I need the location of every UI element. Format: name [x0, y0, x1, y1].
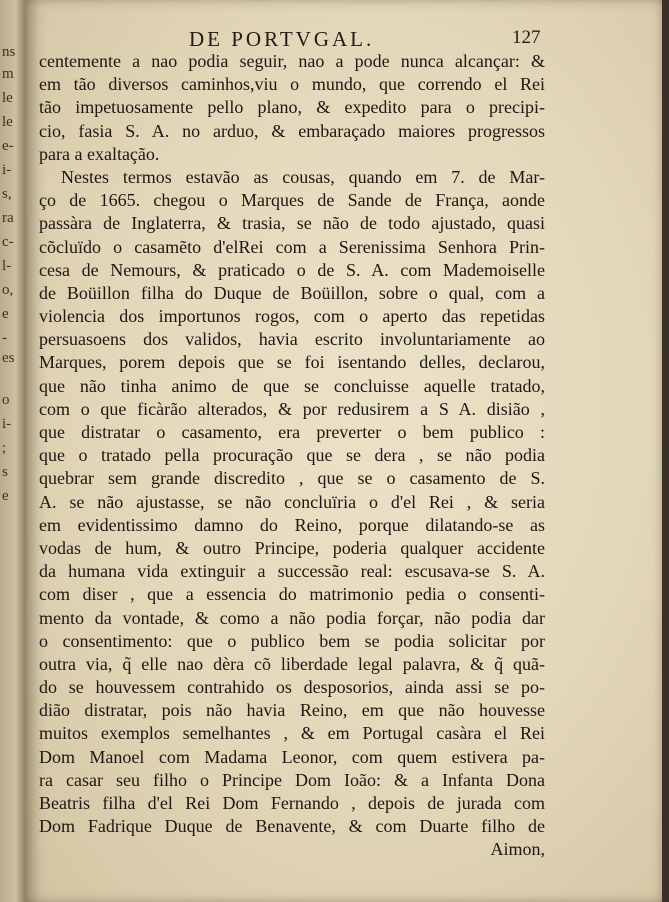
text-line: cio, fasia S. A. no arduo, & embaraçado maiores progressos [39, 120, 545, 141]
facing-page-fragment: ; [2, 440, 7, 456]
page-number: 127 [512, 27, 541, 48]
facing-page-fragment: s, [2, 186, 12, 202]
facing-page-fragment: o [2, 392, 10, 408]
text-line: da humana vida extinguir a successão real: escusava-se S. A. [39, 561, 545, 582]
text-line: que não tinha animo de que se concluisse aquelle tratado, [39, 375, 545, 396]
text-line: Beatris filha d'el Rei Dom Fernando , depois de jurada com [39, 793, 545, 813]
text-line: Nestes termos estavão as cousas, quando em 7. de Mar- [61, 166, 545, 187]
running-title: DE PORTVGAL. [189, 27, 375, 51]
facing-page-fragment: m [2, 66, 14, 82]
text-line: outra via, q̃ elle nao dèra cõ liberdade legal palavra, & q̃ quã- [39, 653, 545, 674]
facing-page-fragment: i- [2, 416, 12, 432]
text-line: A. se não ajustasse, se não concluïria o d'el Rei , & seria [39, 491, 545, 512]
facing-page-fragment: - [2, 330, 7, 346]
text-line: com o que ficàrão alterados, & por redusirem a S A. disião , [39, 398, 545, 419]
text-line: dião distratar, pois não havia Reino, em que não houvesse [39, 700, 545, 721]
book-page [26, 0, 662, 902]
facing-page-fragment: e- [2, 138, 14, 154]
text-line: em tão diversos caminhos,viu o mundo, que correndo el Rei [39, 74, 545, 95]
text-line: com diser , que a essencia do matrimonio pedia o consenti- [39, 584, 545, 605]
text-line: de Boüillon filha do Duque de Boüillon, sobre o qual, com a [39, 282, 545, 303]
text-line: em evidentissimo damno do Reino, porque dilatando-se as [39, 514, 545, 535]
text-line: cesa de Nemours, & praticado o de S. A. com Mademoiselle [39, 259, 545, 280]
facing-page-fragment: e [2, 306, 9, 322]
facing-page-fragment: e [2, 488, 9, 504]
page-edge-shadow [662, 0, 669, 902]
facing-page-fragment: ra [2, 210, 14, 226]
facing-page-fragment: es [2, 350, 15, 366]
facing-page-fragment: ns [2, 44, 16, 60]
facing-page-fragment: c- [2, 234, 14, 250]
facing-page-fragment: le [2, 90, 13, 106]
text-line: Marques, porem depois que se foi isentando delles, declarou, [39, 352, 545, 373]
facing-page-fragment: i- [2, 162, 12, 178]
facing-page-fragment: l- [2, 258, 12, 274]
text-line: centemente a nao podia seguir, nao a pode nunca alcançar: & [39, 51, 545, 71]
facing-page-fragment: s [2, 464, 8, 480]
text-line: ra casar seu filho o Principe Dom Ioão: & a Infanta Dona [39, 769, 545, 790]
facing-page-fragment: o, [2, 282, 14, 298]
text-line: Dom Fadrique Duque de Benavente, & com Duarte filho de [39, 816, 545, 837]
text-line: do se houvessem contrahido os desposorios, ainda assi se po- [39, 677, 545, 698]
text-line: para a exaltação. [39, 143, 160, 164]
text-line: Dom Manoel com Madama Leonor, com quem estivera pa- [39, 746, 545, 767]
text-line: muitos exemplos semelhantes , & em Portugal casàra el Rei [39, 723, 545, 744]
facing-page-fragment: le [2, 114, 13, 130]
text-line: que o tratado pella procuração que se dera , se não podia [39, 445, 545, 466]
text-line: vodas de hum, & outro Principe, poderia qualquer accidente [39, 537, 545, 558]
text-line: cõcluïdo o casamẽto d'elRei com a Serenissima Senhora Prin- [39, 236, 545, 257]
text-line: que distratar o casamento, era preverter o bem publico : [39, 422, 545, 442]
text-line: tão impetuosamente pello plano, & expedito para o precipi- [39, 97, 545, 118]
body-text [39, 50, 545, 862]
catchword: Aimon, [490, 839, 545, 860]
facing-page-edge [0, 0, 26, 902]
text-line: o consentimento: que o publico bem se podia solicitar por [39, 630, 545, 651]
text-line: violencia dos importunos rogos, com o aperto das repetidas [39, 306, 545, 327]
text-line: quebrar sem grande discredito , que se o casamento de S. [39, 468, 545, 489]
text-line: passàra de Inglaterra, & trasia, se não de todo ajustado, quasi [39, 213, 545, 234]
text-line: mento da vontade, & como a não podia forçar, não podia dar [39, 607, 545, 628]
text-line: persuasoens dos validos, havia escrito involuntariamente ao [39, 329, 545, 350]
text-line: ço de 1665. chegou o Marques de Sande de França, aonde [39, 190, 545, 211]
